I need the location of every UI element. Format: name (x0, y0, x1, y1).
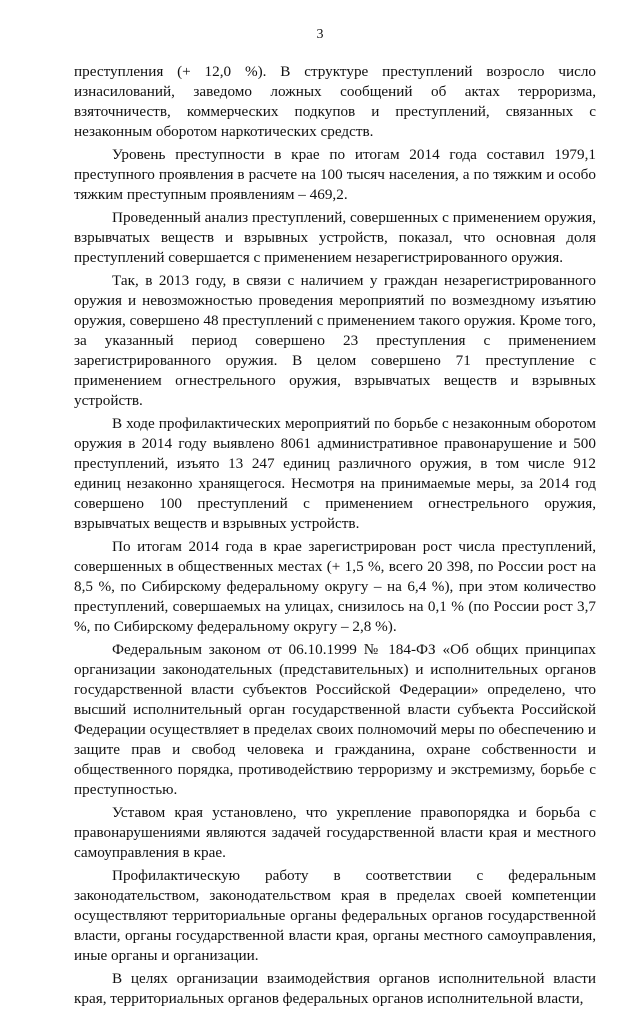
paragraph-preventive-work: Профилактическую работу в соответствии с федеральным законодательством, законодательством края в пределах своей компетенции осуществляют территориальные органы федеральных органов государственной власти, органы государственной власти края, органы местного самоуправления, иные органы и организации. (74, 867, 596, 964)
paragraph-charter: Уставом края установлено, что укрепление правопорядка и борьба с правонарушениями являются задачей государственной власти края и местного самоуправления в крае. (74, 804, 596, 861)
paragraph-federal-law: Федеральным законом от 06.10.1999 № 184-ФЗ «Об общих принципах организации законодательных (представительных) и исполнительных органов государственной власти субъектов Российской Федерации» определено, что высший исполнительный орган государственной власти субъекта Российской Федерации осуществляет в пределах своих полномочий меры по обеспечению и защите прав и свобод человека и гражданина, охране собственности и общественного порядка, противодействию терроризму и экстремизму, борьбе с преступностью. (74, 641, 596, 798)
paragraph-preventive-measures: В ходе профилактических мероприятий по борьбе с незаконным оборотом оружия в 2014 году выявлено 8061 административное правонарушение и 500 преступлений, изъято 13 247 единиц различного оружия, в том числе 912 единиц незаконно хранящегося. Несмотря на принимаемые меры, за 2014 год совершено 100 преступлений с применением огнестрельного оружия, взрывчатых веществ и взрывных устройств. (74, 415, 596, 532)
paragraph-crime-structure: преступления (+ 12,0 %). В структуре преступлений возросло число изнасилований, заведомо ложных сообщений об актах терроризма, взяточничеств, коммерческих подкупов и преступлений, связанных с незаконным оборотом наркотических средств. (74, 63, 596, 140)
paragraph-public-places: По итогам 2014 года в крае зарегистрирован рост числа преступлений, совершенных в общественных местах (+ 1,5 %, всего 20 398, по России рост на 8,5 %, по Сибирскому федеральному округу – на 6,4 %), при этом количество преступлений, совершаемых на улицах, снизилось на 0,1 % (по России рост 3,7 %, по Сибирскому федеральному округу – 2,8 %). (74, 538, 596, 635)
paragraph-2013-weapons: Так, в 2013 году, в связи с наличием у граждан незарегистрированного оружия и невозможностью проведения мероприятий по возмездному изъятию оружия, совершено 48 преступлений с применением такого оружия. Кроме того, за указанный период совершено 23 преступления с применением зарегистрированного оружия. В целом совершено 71 преступление с применением огнестрельного оружия, взрывчатых веществ и взрывных устройств. (74, 272, 596, 409)
body-text (74, 62, 596, 1012)
page-number: 3 (316, 27, 324, 42)
paragraph-weapons-analysis: Проведенный анализ преступлений, совершенных с применением оружия, взрывчатых веществ и взрывных устройств, показал, что основная доля преступлений совершается с применением незарегистрированного оружия. (74, 209, 596, 266)
paragraph-interaction: В целях организации взаимодействия органов исполнительной власти края, территориальных органов федеральных органов исполнительной власти, (74, 970, 596, 1007)
paragraph-crime-level: Уровень преступности в крае по итогам 2014 года составил 1979,1 преступного проявления в расчете на 100 тысяч населения, а по тяжким и особо тяжким преступным проявлениям – 469,2. (74, 146, 596, 203)
